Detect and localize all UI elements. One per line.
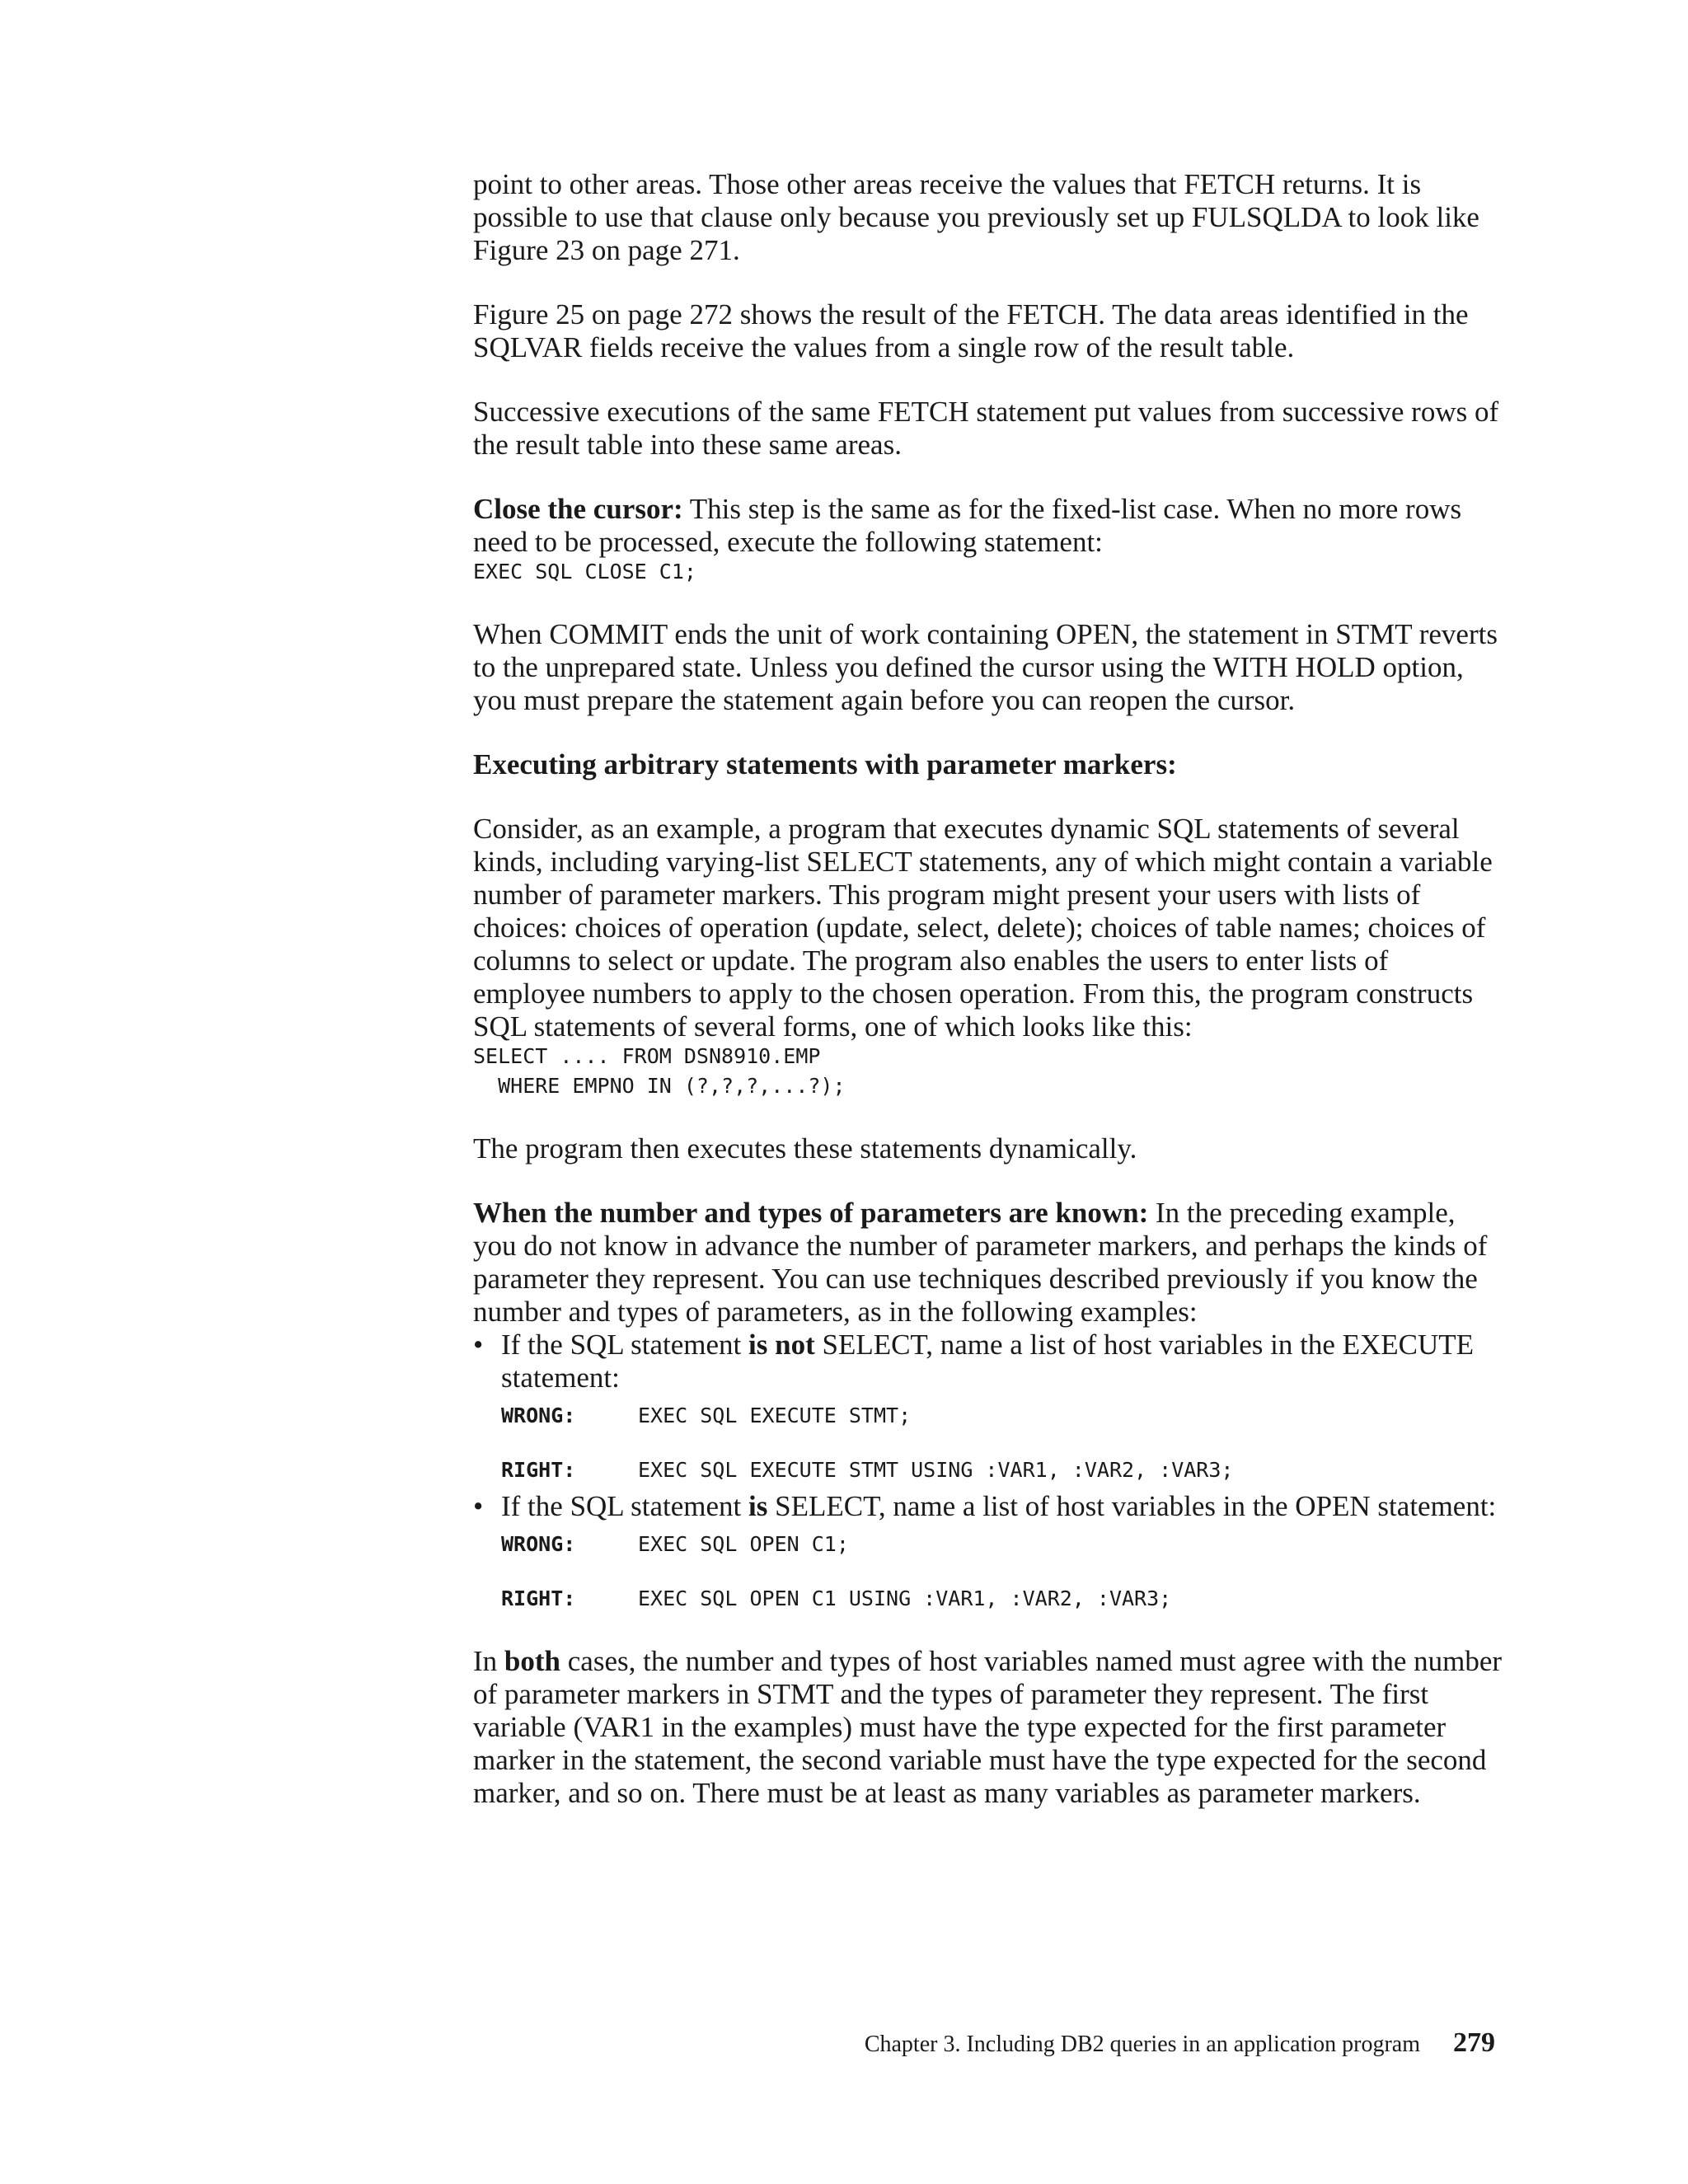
bullet-icon: •: [473, 1490, 484, 1522]
list-item-text: [501, 1329, 1503, 1394]
list-item: [473, 1490, 1503, 1614]
paragraph-successive-executions: Successive executions of the same FETCH statement put values from successive rows of the result table into these same areas.: [473, 396, 1499, 461]
footer-chapter-title: Chapter 3. Including DB2 queries in an application program: [864, 2032, 1420, 2057]
paragraph-both-cases: [473, 1645, 1503, 1810]
parameters-known-label: When the number and types of parameters are known:: [473, 1197, 1149, 1229]
right-example: [501, 1455, 1503, 1485]
list-item-text: [501, 1490, 1503, 1523]
code-select-example: SELECT .... FROM DSN8910.EMP WHERE EMPNO IN (?,?,?,...?);: [473, 1044, 846, 1098]
paragraph-close-cursor: [473, 493, 1503, 559]
list-item-text-pre: If the SQL statement: [501, 1329, 749, 1361]
right-label: RIGHT:: [501, 1586, 576, 1610]
wrong-label: WRONG:: [501, 1532, 576, 1556]
paragraph-parameters-known: [473, 1197, 1503, 1329]
wrong-example: [501, 1530, 1503, 1559]
page-body: [473, 168, 1503, 1841]
section-heading: Executing arbitrary statements with parameter markers:: [473, 748, 1177, 780]
both-cases-pre: In: [473, 1645, 504, 1677]
right-code: EXEC SQL OPEN C1 USING :VAR1, :VAR2, :VAR3;: [638, 1586, 1172, 1610]
code-close-cursor: EXEC SQL CLOSE C1;: [473, 560, 696, 583]
paragraph-executes-dynamically: The program then executes these statements dynamically.: [473, 1132, 1137, 1165]
right-label: RIGHT:: [501, 1458, 576, 1482]
paragraph-fetch-areas: point to other areas. Those other areas receive the values that FETCH returns. It is possible to use that clause only because you previously set up FULSQLDA to look like Figure 23 on page 271.: [473, 168, 1479, 266]
close-cursor-label: Close the cursor:: [473, 493, 683, 525]
examples-list: [473, 1329, 1503, 1614]
list-item: [473, 1329, 1503, 1485]
paragraph-example-program: Consider, as an example, a program that executes dynamic SQL statements of several kinds, including varying-list SELECT statements, any of which might contain a variable number of parameter markers. This program might present your users with lists of choices: choices of operation (update, select, delete); choices of table names; choices of columns to select or update. The program also enables the users to enter lists of employee numbers to apply to the chosen operation. From this, the program constructs SQL statements of several forms, one of which looks like this:: [473, 813, 1493, 1043]
right-example: [501, 1584, 1503, 1614]
list-item-text-pre: If the SQL statement: [501, 1490, 749, 1522]
both-cases-bold: both: [504, 1645, 560, 1677]
bullet-icon: •: [473, 1329, 484, 1361]
paragraph-fetch-result: Figure 25 on page 272 shows the result of the FETCH. The data areas identified in the SQLVAR fields receive the values from a single row of the result table.: [473, 298, 1469, 363]
list-item-text-post: SELECT, name a list of host variables in the OPEN statement:: [767, 1490, 1497, 1522]
page-footer: [865, 2027, 1495, 2059]
right-code: EXEC SQL EXECUTE STMT USING :VAR1, :VAR2, :VAR3;: [638, 1458, 1234, 1482]
list-item-text-bold: is not: [748, 1329, 815, 1361]
wrong-code: EXEC SQL OPEN C1;: [638, 1532, 849, 1556]
list-item-text-post: SELECT, name a list of host variables in the EXECUTE statement:: [501, 1329, 1475, 1394]
both-cases-post: cases, the number and types of host variables named must agree with the number of parameter markers in STMT and the types of parameter they represent. The first variable (VAR1 in the examples) must have the type expected for the first parameter marker in the statement, the second variable must have the type expected for the second marker, and so on. There must be at least as many variables as parameter markers.: [473, 1645, 1503, 1809]
list-item-text-bold: is: [748, 1490, 768, 1522]
close-cursor-text: This step is the same as for the fixed-list case. When no more rows need to be processed, execute the following statement:: [473, 493, 1462, 558]
paragraph-commit: When COMMIT ends the unit of work containing OPEN, the statement in STMT reverts to the unprepared state. Unless you defined the cursor using the WITH HOLD option, you must prepare the statement again before you can reopen the cursor.: [473, 618, 1498, 716]
footer-page-number: 279: [1453, 2027, 1495, 2058]
wrong-label: WRONG:: [501, 1404, 576, 1427]
parameters-known-text: In the preceding example, you do not know in advance the number of parameter markers, and perhaps the kinds of parameter they represent. You can use techniques described previously if you know the number and types of parameters, as in the following examples:: [473, 1197, 1488, 1328]
wrong-example: [501, 1401, 1503, 1431]
wrong-code: EXEC SQL EXECUTE STMT;: [638, 1404, 912, 1427]
